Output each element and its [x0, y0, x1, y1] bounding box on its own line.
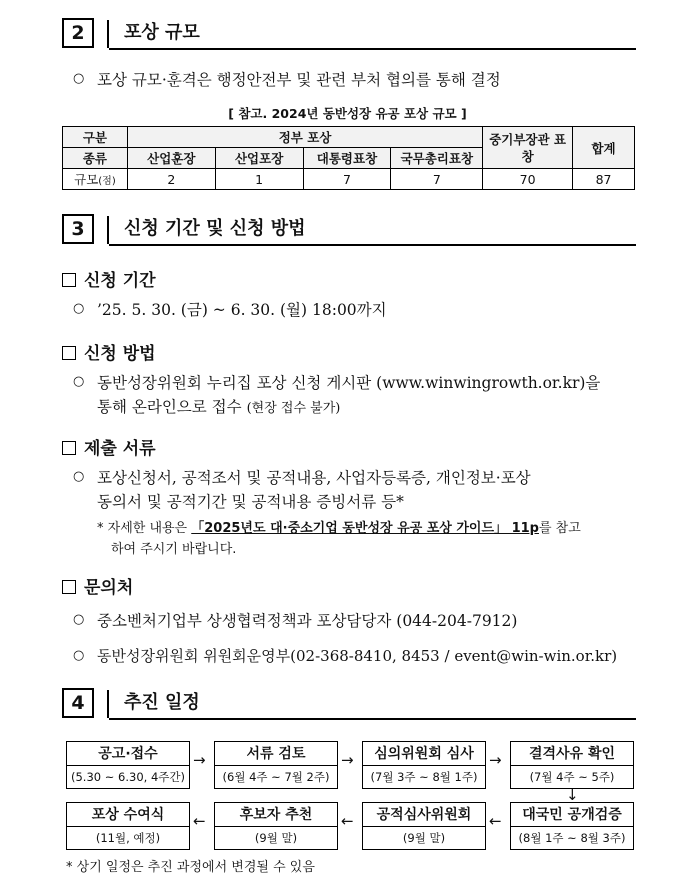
section-4-header [62, 688, 636, 720]
schedule-step-document-review: 서류 검토 (6월 4주 ~ 7월 2주) [214, 741, 338, 789]
section-title: 신청 기간 및 신청 방법 [124, 218, 306, 239]
cell-value: 1 [215, 169, 303, 190]
section-number: 2 [62, 18, 94, 48]
section-underline [109, 48, 636, 50]
period-text: ’25. 5. 30. (금) ~ 6. 30. (월) 18:00까지 [97, 301, 387, 319]
schedule-footnote: * 상기 일정은 추진 과정에서 변경될 수 있음 [66, 860, 315, 875]
section-title: 추진 일정 [124, 692, 200, 713]
docs-line-1: 포상신청서, 공적조서 및 공적내용, 사업자등록증, 개인정보·포상 [97, 469, 531, 487]
header-type-2: 산업포장 [215, 148, 303, 169]
header-gov-award: 정부 포상 [127, 127, 482, 148]
contact-line-2: 동반성장위원회 위원회운영부(02-368-8410, 8453 / event@win-win.or.kr) [97, 647, 618, 665]
cell-value: 2 [127, 169, 215, 190]
arrow-left-icon: ← [489, 812, 502, 830]
bullet-icon: ○ [73, 301, 85, 316]
cell-value: 87 [573, 169, 635, 190]
schedule-step-disqualification-check: 결격사유 확인 (7월 4주 ~ 5주) [510, 741, 634, 789]
cell-value: 7 [391, 169, 483, 190]
cell-value: 70 [483, 169, 573, 190]
section-divider [107, 20, 109, 48]
checkbox-square-icon [62, 441, 76, 455]
table-caption: [ 참고. 2024년 동반성장 유공 포상 규모 ] [228, 106, 467, 121]
arrow-down-icon: ↓ [566, 786, 579, 804]
method-line-1: 동반성장위원회 누리집 포상 신청 게시판 (www.winwingrowth.or.kr)을 [97, 374, 601, 392]
arrow-right-icon: → [193, 751, 206, 769]
contact-heading: 문의처 [62, 573, 133, 598]
header-minister-award: 중기부장관 표창 [483, 127, 573, 169]
schedule-step-ceremony: 포상 수여식 (11월, 예정) [66, 802, 190, 850]
docs-heading: 제출 서류 [62, 434, 156, 459]
header-type-3: 대통령표창 [303, 148, 391, 169]
table-row [63, 169, 635, 190]
award-scale-table [62, 126, 635, 190]
docs-note: * 자세한 내용은 「2025년도 대·중소기업 동반성장 유공 포상 가이드」 11p를 참고 [97, 521, 581, 536]
bullet-icon: ○ [73, 469, 85, 484]
schedule-step-merit-committee: 공적심사위원회 (9월 말) [362, 802, 486, 850]
section-underline [109, 718, 636, 720]
section-underline [109, 244, 636, 246]
period-heading: 신청 기간 [62, 266, 156, 291]
section-number: 4 [62, 688, 94, 718]
checkbox-square-icon [62, 346, 76, 360]
schedule-step-committee-review: 심의위원회 심사 (7월 3주 ~ 8월 1주) [362, 741, 486, 789]
section-number: 3 [62, 214, 94, 244]
row-label: 규모(점) [63, 169, 128, 190]
checkbox-square-icon [62, 580, 76, 594]
contact-line-1: 중소벤처기업부 상생협력정책과 포상담당자 (044-204-7912) [97, 612, 518, 630]
checkbox-square-icon [62, 273, 76, 287]
docs-note-line-2: 하여 주시기 바랍니다. [111, 542, 237, 557]
bullet-icon: ○ [73, 648, 85, 663]
schedule-step-announcement: 공고·접수 (5.30 ~ 6.30, 4주간) [66, 741, 190, 789]
section-2-header [62, 18, 636, 50]
bullet-icon: ○ [73, 374, 85, 389]
bullet-icon: ○ [73, 71, 85, 86]
method-line-2: 통해 온라인으로 접수 (현장 접수 불가) [97, 398, 341, 416]
guide-reference: 「2025년도 대·중소기업 동반성장 유공 포상 가이드」 11p [191, 521, 539, 536]
header-gubun: 구분 [63, 127, 128, 148]
bullet-icon: ○ [73, 612, 85, 627]
section-title: 포상 규모 [124, 22, 200, 43]
schedule-step-public-verification: 대국민 공개검증 (8월 1주 ~ 8월 3주) [510, 802, 634, 850]
section-divider [107, 690, 109, 718]
schedule-step-nomination: 후보자 추천 (9월 말) [214, 802, 338, 850]
section-3-header [62, 214, 636, 246]
arrow-right-icon: → [489, 751, 502, 769]
arrow-left-icon: ← [341, 812, 354, 830]
method-heading: 신청 방법 [62, 339, 156, 364]
header-type-1: 산업훈장 [127, 148, 215, 169]
header-type: 종류 [63, 148, 128, 169]
section-divider [107, 216, 109, 244]
header-total: 합계 [573, 127, 635, 169]
arrow-left-icon: ← [193, 812, 206, 830]
header-type-4: 국무총리표창 [391, 148, 483, 169]
arrow-right-icon: → [341, 751, 354, 769]
docs-line-2: 동의서 및 공적기간 및 공적내용 증빙서류 등* [97, 493, 404, 511]
cell-value: 7 [303, 169, 391, 190]
scale-text: 포상 규모·훈격은 행정안전부 및 관련 부처 협의를 통해 결정 [97, 71, 501, 89]
